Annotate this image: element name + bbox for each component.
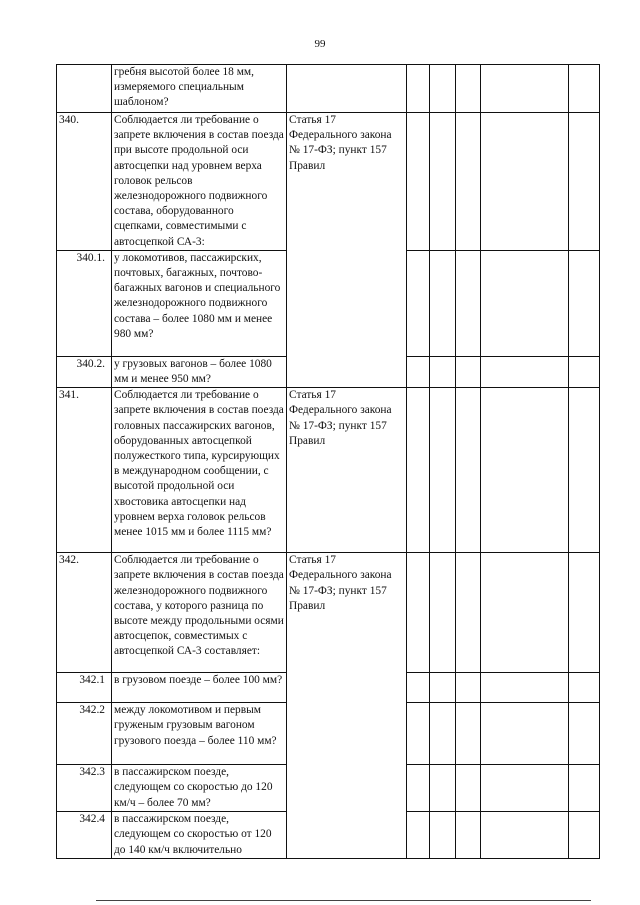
extra-cell[interactable] xyxy=(569,388,600,553)
answer-no-cell[interactable] xyxy=(430,113,456,251)
answer-yes-cell[interactable] xyxy=(407,553,430,673)
answer-na-cell[interactable] xyxy=(456,113,481,251)
notes-cell[interactable] xyxy=(481,250,569,356)
extra-cell[interactable] xyxy=(569,356,600,387)
reference-cell: Статья 17 Федерального закона № 17-ФЗ; пункт 157 Правил xyxy=(287,113,407,388)
answer-na-cell[interactable] xyxy=(456,703,481,765)
item-number: 341. xyxy=(57,388,112,553)
answer-no-cell[interactable] xyxy=(430,673,456,703)
item-number xyxy=(57,65,112,113)
answer-na-cell[interactable] xyxy=(456,673,481,703)
answer-na-cell[interactable] xyxy=(456,65,481,113)
notes-cell[interactable] xyxy=(481,388,569,553)
question-text: гребня высотой более 18 мм, измеряемого специальным шаблоном? xyxy=(112,65,287,113)
reference-cell xyxy=(287,65,407,113)
item-number: 340.2. xyxy=(57,356,112,387)
question-text: у локомотивов, пассажирских, почтовых, багажных, почтово-багажных вагонов и специального железнодорожного подвижного состава – более 1080 мм и менее 980 мм? xyxy=(112,250,287,356)
answer-na-cell[interactable] xyxy=(456,765,481,812)
answer-yes-cell[interactable] xyxy=(407,250,430,356)
question-text: у грузовых вагонов – более 1080 мм и менее 950 мм? xyxy=(112,356,287,387)
extra-cell[interactable] xyxy=(569,703,600,765)
item-number: 342.4 xyxy=(57,812,112,859)
notes-cell[interactable] xyxy=(481,65,569,113)
answer-yes-cell[interactable] xyxy=(407,65,430,113)
answer-yes-cell[interactable] xyxy=(407,356,430,387)
notes-cell[interactable] xyxy=(481,113,569,251)
answer-yes-cell[interactable] xyxy=(407,703,430,765)
question-text: Соблюдается ли требование о запрете включения в состав поезда при высоте продольной оси автосцепки над уровнем верха головок рельсов железнодорожного подвижного состава, оборудованного сцепками, совместимыми с автосцепкой СА-3: xyxy=(112,113,287,251)
notes-cell[interactable] xyxy=(481,673,569,703)
extra-cell[interactable] xyxy=(569,812,600,859)
answer-no-cell[interactable] xyxy=(430,65,456,113)
extra-cell[interactable] xyxy=(569,65,600,113)
extra-cell[interactable] xyxy=(569,673,600,703)
table-row xyxy=(57,388,600,553)
reference-cell: Статья 17 Федерального закона № 17-ФЗ; пункт 157 Правил xyxy=(287,388,407,553)
answer-yes-cell[interactable] xyxy=(407,765,430,812)
question-text: Соблюдается ли требование о запрете включения в состав поезда железнодорожного подвижного состава, у которого разница по высоте между продольными осями автосцепок, совместимых с автосцепкой СА-3 составляет: xyxy=(112,553,287,673)
answer-na-cell[interactable] xyxy=(456,553,481,673)
reference-cell: Статья 17 Федерального закона № 17-ФЗ; пункт 157 Правил xyxy=(287,553,407,859)
answer-yes-cell[interactable] xyxy=(407,388,430,553)
notes-cell[interactable] xyxy=(481,703,569,765)
extra-cell[interactable] xyxy=(569,250,600,356)
answer-yes-cell[interactable] xyxy=(407,113,430,251)
item-number: 342.3 xyxy=(57,765,112,812)
question-text: в пассажирском поезде, следующем со скоростью от 120 до 140 км/ч включительно xyxy=(112,812,287,859)
item-number: 340.1. xyxy=(57,250,112,356)
answer-na-cell[interactable] xyxy=(456,356,481,387)
page-bottom-rule xyxy=(96,900,591,901)
extra-cell[interactable] xyxy=(569,765,600,812)
answer-na-cell[interactable] xyxy=(456,388,481,553)
extra-cell[interactable] xyxy=(569,113,600,251)
answer-no-cell[interactable] xyxy=(430,553,456,673)
extra-cell[interactable] xyxy=(569,553,600,673)
notes-cell[interactable] xyxy=(481,765,569,812)
checklist-table xyxy=(56,64,600,859)
answer-na-cell[interactable] xyxy=(456,250,481,356)
table-row xyxy=(57,113,600,251)
question-text: в пассажирском поезде, следующем со скоростью до 120 км/ч – более 70 мм? xyxy=(112,765,287,812)
answer-na-cell[interactable] xyxy=(456,812,481,859)
question-text: между локомотивом и первым груженым грузовым вагоном грузового поезда – более 110 мм? xyxy=(112,703,287,765)
question-text: в грузовом поезде – более 100 мм? xyxy=(112,673,287,703)
item-number: 342.1 xyxy=(57,673,112,703)
item-number: 340. xyxy=(57,113,112,251)
answer-no-cell[interactable] xyxy=(430,765,456,812)
answer-no-cell[interactable] xyxy=(430,812,456,859)
answer-no-cell[interactable] xyxy=(430,388,456,553)
answer-no-cell[interactable] xyxy=(430,703,456,765)
answer-no-cell[interactable] xyxy=(430,250,456,356)
page-number: 99 xyxy=(314,38,326,50)
answer-no-cell[interactable] xyxy=(430,356,456,387)
item-number: 342. xyxy=(57,553,112,673)
item-number: 342.2 xyxy=(57,703,112,765)
notes-cell[interactable] xyxy=(481,812,569,859)
question-text: Соблюдается ли требование о запрете включения в состав поезда головных пассажирских вагонов, оборудованных автосцепкой полужесткого типа, курсирующих в международном сообщении, с высотой продольной оси хвостовика автосцепки над уровнем верха головок рельсов менее 1015 мм и более 1115 мм? xyxy=(112,388,287,553)
table-row xyxy=(57,553,600,673)
notes-cell[interactable] xyxy=(481,356,569,387)
answer-yes-cell[interactable] xyxy=(407,812,430,859)
notes-cell[interactable] xyxy=(481,553,569,673)
table-row xyxy=(57,65,600,113)
answer-yes-cell[interactable] xyxy=(407,673,430,703)
